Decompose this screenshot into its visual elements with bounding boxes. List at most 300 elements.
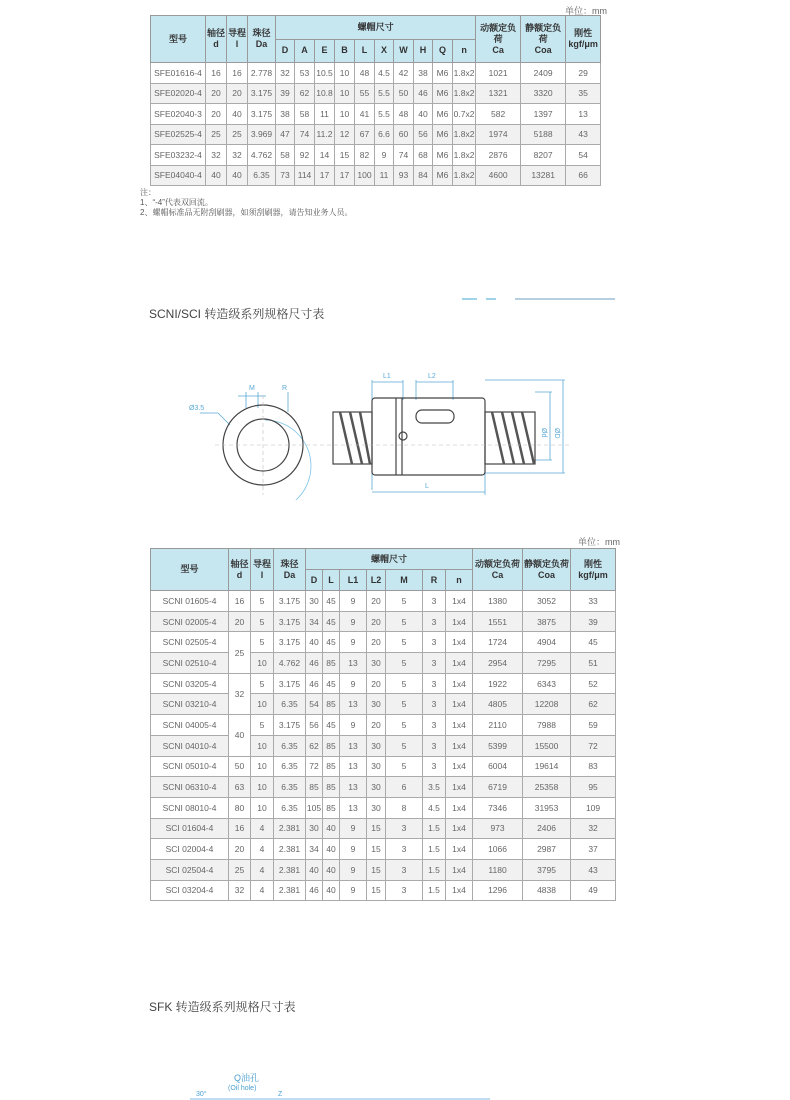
value-cell: 6.35	[274, 797, 306, 818]
value-cell: M6	[433, 165, 453, 186]
header-static-load-line: 静额定负荷	[524, 558, 570, 569]
value-cell: 48	[394, 104, 414, 125]
value-cell: 1x4	[446, 880, 473, 901]
header-ball-dia-line: 珠径	[280, 558, 299, 569]
value-cell: 46	[306, 880, 323, 901]
value-cell: 85	[323, 777, 340, 798]
value-cell: 3.969	[248, 124, 276, 145]
value-cell: 2.381	[274, 859, 306, 880]
value-cell: 13281	[521, 165, 566, 186]
value-cell: 10	[251, 653, 274, 674]
value-cell: 37	[571, 839, 616, 860]
value-cell: 80	[229, 797, 251, 818]
value-cell: 15	[367, 839, 386, 860]
table-row	[151, 165, 601, 186]
value-cell: 2987	[523, 839, 571, 860]
value-cell: 25	[227, 124, 248, 145]
value-cell: 2110	[473, 715, 523, 736]
value-cell: M6	[433, 63, 453, 84]
value-cell: 6	[386, 777, 423, 798]
table-row	[151, 735, 616, 756]
sfk-drawing-top	[190, 1072, 490, 1100]
value-cell: 25	[206, 124, 227, 145]
value-cell: 100	[355, 165, 375, 186]
value-cell: 11	[375, 165, 394, 186]
value-cell: 5	[251, 591, 274, 612]
value-cell: 1296	[473, 880, 523, 901]
table-row	[151, 715, 616, 736]
header-shaft-dia-line: d	[213, 39, 219, 49]
value-cell: 20	[367, 673, 386, 694]
sfe-spec-table	[150, 15, 601, 186]
scni-sci-spec-table	[150, 548, 616, 901]
value-cell: 50	[394, 83, 414, 104]
value-cell: M6	[433, 124, 453, 145]
value-cell: 8	[386, 797, 423, 818]
value-cell: 52	[571, 673, 616, 694]
value-cell: 1.5	[423, 839, 446, 860]
value-cell: 17	[315, 165, 335, 186]
value-cell: 10.8	[315, 83, 335, 104]
value-cell: 1.8x2	[453, 63, 476, 84]
header-dynamic-load-line: 动额定负荷	[480, 22, 517, 44]
value-cell: 30	[367, 653, 386, 674]
value-cell: 20	[367, 715, 386, 736]
value-cell: 9	[340, 715, 367, 736]
value-cell: 20	[367, 632, 386, 653]
value-cell: 42	[394, 63, 414, 84]
table-row	[151, 797, 616, 818]
value-cell: 16	[229, 818, 251, 839]
header-nut-m: M	[386, 570, 423, 591]
value-cell: 14	[315, 145, 335, 166]
value-cell: 9	[340, 611, 367, 632]
header-nut-q: Q	[433, 39, 453, 63]
value-cell: 30	[367, 797, 386, 818]
value-cell: 12	[335, 124, 355, 145]
value-cell: 40	[323, 839, 340, 860]
note-1: 1、“-4”代表双回流。	[140, 198, 213, 207]
value-cell: 59	[571, 715, 616, 736]
label-r: R	[282, 385, 288, 392]
value-cell: 1x4	[446, 694, 473, 715]
value-cell: 2406	[523, 818, 571, 839]
value-cell: 39	[276, 83, 295, 104]
value-cell: 85	[323, 653, 340, 674]
value-cell: 10	[251, 777, 274, 798]
table-row	[151, 756, 616, 777]
value-cell: 10	[251, 735, 274, 756]
value-cell: 3	[386, 859, 423, 880]
value-cell: 66	[566, 165, 601, 186]
table-row	[151, 124, 601, 145]
value-cell: 53	[295, 63, 315, 84]
value-cell: 3875	[523, 611, 571, 632]
value-cell: 48	[355, 63, 375, 84]
value-cell: 13	[340, 653, 367, 674]
value-cell: 1x4	[446, 839, 473, 860]
scni-nut-drawing	[140, 360, 620, 500]
value-cell: 45	[323, 591, 340, 612]
header-shaft-dia-line: 轴径	[230, 558, 249, 569]
value-cell: 2.778	[248, 63, 276, 84]
label-hole: Ø3.5	[189, 405, 205, 412]
value-cell: 1x4	[446, 859, 473, 880]
decorative-line	[515, 298, 615, 300]
value-cell: 15	[335, 145, 355, 166]
value-cell: 1x4	[446, 611, 473, 632]
value-cell: 5.5	[375, 83, 394, 104]
model-cell: SCI 02004-4	[151, 839, 229, 860]
value-cell: 46	[306, 673, 323, 694]
value-cell: 2954	[473, 653, 523, 674]
value-cell: 74	[295, 124, 315, 145]
value-cell: 40	[229, 715, 251, 756]
value-cell: 3.175	[274, 611, 306, 632]
model-cell: SCNI 05010-4	[151, 756, 229, 777]
value-cell: 40	[323, 859, 340, 880]
header-nut-l: L	[323, 570, 340, 591]
value-cell: 15500	[523, 735, 571, 756]
value-cell: 56	[306, 715, 323, 736]
header-nut-l2: L2	[367, 570, 386, 591]
value-cell: 11.2	[315, 124, 335, 145]
value-cell: 5	[251, 632, 274, 653]
value-cell: 31953	[523, 797, 571, 818]
value-cell: 4	[251, 839, 274, 860]
header-nut-a: A	[295, 39, 315, 63]
value-cell: M6	[433, 145, 453, 166]
table-row	[151, 591, 616, 612]
model-cell: SFE01616-4	[151, 63, 206, 84]
value-cell: 3	[423, 632, 446, 653]
model-cell: SCI 01604-4	[151, 818, 229, 839]
header-nut-h: H	[414, 39, 433, 63]
value-cell: 30	[306, 818, 323, 839]
value-cell: 10	[251, 756, 274, 777]
value-cell: 41	[355, 104, 375, 125]
note-title: 注：	[140, 188, 156, 197]
value-cell: 1974	[476, 124, 521, 145]
value-cell: 1x4	[446, 591, 473, 612]
value-cell: 1380	[473, 591, 523, 612]
value-cell: 4904	[523, 632, 571, 653]
header-dynamic-load-line: Ca	[492, 44, 504, 55]
table-row	[151, 818, 616, 839]
table-row	[151, 694, 616, 715]
value-cell: 40	[306, 632, 323, 653]
value-cell: 5	[386, 591, 423, 612]
value-cell: 1.8x2	[453, 165, 476, 186]
value-cell: 12208	[523, 694, 571, 715]
model-cell: SCI 03204-4	[151, 880, 229, 901]
value-cell: 7346	[473, 797, 523, 818]
value-cell: 1.5	[423, 818, 446, 839]
value-cell: 92	[295, 145, 315, 166]
value-cell: 32	[571, 818, 616, 839]
value-cell: 29	[566, 63, 601, 84]
value-cell: 9	[340, 880, 367, 901]
value-cell: 85	[323, 735, 340, 756]
value-cell: 1x4	[446, 632, 473, 653]
value-cell: 1180	[473, 859, 523, 880]
value-cell: 9	[340, 591, 367, 612]
value-cell: 1.8x2	[453, 145, 476, 166]
header-shaft-dia-line: 轴径	[206, 28, 225, 38]
value-cell: 109	[571, 797, 616, 818]
model-cell: SFE02020-4	[151, 83, 206, 104]
header-rigidity	[566, 16, 601, 63]
value-cell: 11	[315, 104, 335, 125]
value-cell: 46	[414, 83, 433, 104]
value-cell: 56	[414, 124, 433, 145]
value-cell: 40	[414, 104, 433, 125]
header-lead	[251, 549, 274, 591]
table-row	[151, 145, 601, 166]
table-row	[151, 632, 616, 653]
model-cell: SCNI 02005-4	[151, 611, 229, 632]
table-row	[151, 673, 616, 694]
table-row	[151, 777, 616, 798]
value-cell: 32	[276, 63, 295, 84]
value-cell: 3795	[523, 859, 571, 880]
value-cell: 1x4	[446, 735, 473, 756]
label-m: M	[249, 385, 255, 392]
model-cell: SCNI 03210-4	[151, 694, 229, 715]
value-cell: 582	[476, 104, 521, 125]
unit-label: 单位：mm	[565, 6, 607, 16]
value-cell: 1x4	[446, 777, 473, 798]
label-d: Ød	[540, 428, 547, 438]
label-oil-hole-en: (Oil hole)	[228, 1085, 257, 1092]
label-l: L	[425, 483, 429, 490]
header-static-load	[523, 549, 571, 591]
value-cell: 7295	[523, 653, 571, 674]
value-cell: 20	[367, 591, 386, 612]
value-cell: 1x4	[446, 715, 473, 736]
value-cell: 40	[323, 880, 340, 901]
value-cell: 1x4	[446, 673, 473, 694]
value-cell: 114	[295, 165, 315, 186]
value-cell: 40	[227, 165, 248, 186]
value-cell: 40	[323, 818, 340, 839]
table-notes	[140, 188, 352, 218]
table-row	[151, 653, 616, 674]
value-cell: 25	[229, 632, 251, 673]
header-static-load-line: Coa	[534, 44, 552, 55]
value-cell: 45	[571, 632, 616, 653]
value-cell: 3	[386, 839, 423, 860]
value-cell: 72	[306, 756, 323, 777]
header-ball-dia-line: 珠径	[252, 28, 271, 38]
value-cell: 10	[251, 797, 274, 818]
value-cell: 3.175	[274, 591, 306, 612]
value-cell: 6.35	[274, 694, 306, 715]
value-cell: 16	[227, 63, 248, 84]
value-cell: 32	[229, 673, 251, 714]
value-cell: 55	[355, 83, 375, 104]
value-cell: 4.762	[248, 145, 276, 166]
header-nut-x: X	[375, 39, 394, 63]
model-cell: SCNI 04005-4	[151, 715, 229, 736]
value-cell: 5	[386, 735, 423, 756]
value-cell: 83	[571, 756, 616, 777]
value-cell: 6343	[523, 673, 571, 694]
value-cell: 5	[386, 653, 423, 674]
header-model: 型号	[151, 549, 229, 591]
value-cell: 2.381	[274, 818, 306, 839]
value-cell: 5	[386, 632, 423, 653]
value-cell: 40	[306, 859, 323, 880]
value-cell: 4.5	[423, 797, 446, 818]
header-nut-d: D	[306, 570, 323, 591]
value-cell: 20	[227, 83, 248, 104]
value-cell: 35	[566, 83, 601, 104]
value-cell: 85	[323, 694, 340, 715]
value-cell: 3.5	[423, 777, 446, 798]
value-cell: 30	[367, 756, 386, 777]
value-cell: 68	[414, 145, 433, 166]
value-cell: 10	[335, 63, 355, 84]
header-nut-d: D	[276, 39, 295, 63]
value-cell: 72	[571, 735, 616, 756]
value-cell: 38	[414, 63, 433, 84]
value-cell: 2.381	[274, 880, 306, 901]
value-cell: 85	[323, 797, 340, 818]
header-static-load-line: Coa	[538, 569, 556, 580]
value-cell: 2409	[521, 63, 566, 84]
value-cell: 1x4	[446, 756, 473, 777]
value-cell: 2876	[476, 145, 521, 166]
decorative-line	[462, 298, 477, 300]
value-cell: 93	[394, 165, 414, 186]
header-rigidity-line: kgf/μm	[578, 569, 608, 580]
value-cell: 1321	[476, 83, 521, 104]
value-cell: 6.35	[274, 735, 306, 756]
value-cell: 5	[386, 756, 423, 777]
value-cell: 63	[229, 777, 251, 798]
value-cell: 5	[251, 611, 274, 632]
value-cell: 58	[295, 104, 315, 125]
value-cell: 39	[571, 611, 616, 632]
value-cell: 3	[423, 611, 446, 632]
value-cell: 1021	[476, 63, 521, 84]
value-cell: 3052	[523, 591, 571, 612]
model-cell: SCNI 08010-4	[151, 797, 229, 818]
header-nut-e: E	[315, 39, 335, 63]
model-cell: SCNI 04010-4	[151, 735, 229, 756]
value-cell: 3320	[521, 83, 566, 104]
header-lead	[227, 16, 248, 63]
value-cell: 3	[386, 880, 423, 901]
header-nut-n: n	[453, 39, 476, 63]
value-cell: 5	[251, 673, 274, 694]
value-cell: 4.5	[375, 63, 394, 84]
value-cell: 1.5	[423, 859, 446, 880]
value-cell: M6	[433, 83, 453, 104]
value-cell: 49	[571, 880, 616, 901]
value-cell: 7988	[523, 715, 571, 736]
model-cell: SCNI 03205-4	[151, 673, 229, 694]
value-cell: 5	[386, 673, 423, 694]
value-cell: 38	[276, 104, 295, 125]
value-cell: 67	[355, 124, 375, 145]
header-rigidity-line: kgf/μm	[568, 39, 598, 49]
value-cell: 50	[229, 756, 251, 777]
value-cell: 5	[386, 715, 423, 736]
value-cell: 40	[206, 165, 227, 186]
header-dynamic-load	[476, 16, 521, 63]
value-cell: 16	[229, 591, 251, 612]
value-cell: 13	[340, 694, 367, 715]
value-cell: 15	[367, 818, 386, 839]
header-ball-dia	[248, 16, 276, 63]
label-z: Z	[278, 1091, 283, 1098]
value-cell: 32	[206, 145, 227, 166]
value-cell: 9	[375, 145, 394, 166]
value-cell: 82	[355, 145, 375, 166]
header-nut-l1: L1	[340, 570, 367, 591]
value-cell: 8207	[521, 145, 566, 166]
value-cell: 45	[323, 632, 340, 653]
value-cell: 95	[571, 777, 616, 798]
value-cell: 32	[227, 145, 248, 166]
value-cell: 1x4	[446, 653, 473, 674]
value-cell: 30	[367, 777, 386, 798]
value-cell: 20	[229, 839, 251, 860]
label-angle: 30°	[196, 1091, 207, 1098]
value-cell: 10	[251, 694, 274, 715]
header-dynamic-load-line: Ca	[491, 569, 504, 580]
value-cell: 4	[251, 859, 274, 880]
value-cell: 9	[340, 859, 367, 880]
value-cell: 32	[229, 880, 251, 901]
value-cell: 16	[206, 63, 227, 84]
value-cell: 46	[306, 653, 323, 674]
model-cell: SCNI 02505-4	[151, 632, 229, 653]
value-cell: 30	[367, 735, 386, 756]
value-cell: 3	[423, 735, 446, 756]
label-l1: L1	[383, 373, 391, 380]
value-cell: 6719	[473, 777, 523, 798]
label-dd: ØD	[553, 428, 560, 439]
value-cell: 1x4	[446, 797, 473, 818]
header-nut-l: L	[355, 39, 375, 63]
value-cell: 84	[414, 165, 433, 186]
header-lead-line: 导程	[252, 558, 271, 569]
header-nut-n: n	[446, 570, 473, 591]
label-l2: L2	[428, 373, 436, 380]
value-cell: 33	[571, 591, 616, 612]
table-row	[151, 859, 616, 880]
header-nut-b: B	[335, 39, 355, 63]
model-cell: SCNI 06310-4	[151, 777, 229, 798]
unit-label: 单位：mm	[578, 537, 620, 547]
model-cell: SCI 02504-4	[151, 859, 229, 880]
value-cell: 4838	[523, 880, 571, 901]
value-cell: 85	[323, 756, 340, 777]
table-row	[151, 839, 616, 860]
section-title-sfk: SFK 转造级系列规格尺寸表	[149, 1000, 296, 1014]
header-rigidity	[571, 549, 616, 591]
value-cell: M6	[433, 104, 453, 125]
value-cell: 5	[251, 715, 274, 736]
model-cell: SFE02040-3	[151, 104, 206, 125]
decorative-line	[486, 298, 496, 300]
value-cell: 9	[340, 632, 367, 653]
note-2: 2、螺帽标准品无附刮刷器，如须刮刷器，请告知业务人员。	[140, 208, 353, 217]
header-nut-dimensions: 螺帽尺寸	[276, 16, 476, 40]
